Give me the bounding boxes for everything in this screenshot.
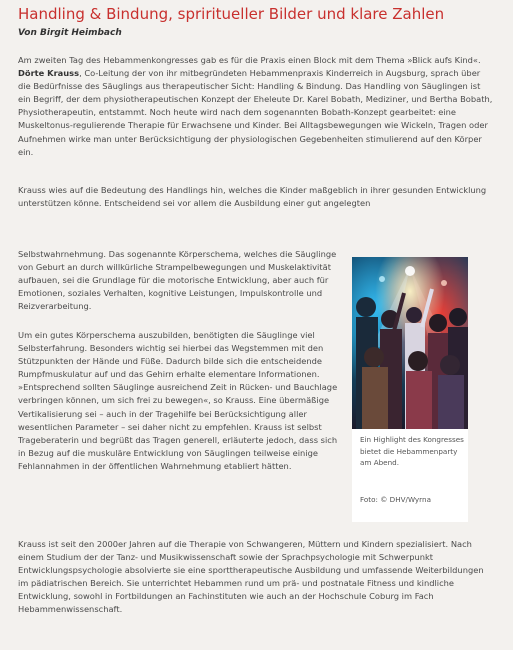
article-author: Von Birgit Heimbach bbox=[18, 28, 122, 38]
photo-credit: Foto: © DHV/Wyrna bbox=[360, 495, 431, 504]
paragraph-2: Krauss wies auf die Bedeutung des Handlings hin, welches die Kinder maßgeblich in ihrer gesunden Entwicklung unterstützen könne. Entscheidend sei vor allem die Ausbildung einer gut angelegten bbox=[18, 185, 487, 209]
paragraph-5: Krauss ist seit den 2000er Jahren auf die Therapie von Schwangeren, Müttern und Kindern spezialisiert. Nach einem Studium der der Tanz- und Musikwissenschaft sowie der Sprachpsychologie mit Schwerpunkt Entwicklungspsychologie absolvierte sie eine sporttherapeutische Ausbildung und umfassende Weiterbildungen im pädiatrischen Bereich. Sie unterrichtet Hebammen rund um prä- und postnatale Fitness und kindliche Entwicklung, sowohl in Fortbildungen an Fachinstituten wie auch an der Hochschule Coburg im Fach Hebammenwissenschaft. bbox=[18, 539, 484, 615]
photo-figure bbox=[352, 257, 468, 522]
paragraph-1 bbox=[18, 54, 494, 159]
paragraph-1-intro: Am zweiten Tag des Hebammenkongresses gab es für die Praxis einen Block mit dem Thema »Blick aufs Kind«. bbox=[18, 55, 481, 65]
photo-caption: Ein Highlight des Kongresses bietet die Hebammenparty am Abend. bbox=[360, 435, 464, 468]
article-title: Handling & Bindung, spriritueller Bilder und klare Zahlen bbox=[18, 5, 445, 23]
speaker-name: Dörte Krauss bbox=[18, 68, 80, 79]
party-photo[interactable] bbox=[352, 257, 468, 429]
paragraph-4: Um ein gutes Körperschema auszubilden, benötigten die Säuglinge viel Selbsterfahrung. Besonders wichtig sei hierbei das Wegstemmen mit den Stützpunkten der Hände und Füße. Dadurch bilde sich die entscheidende Rumpfmuskulatur auf und das Gehirn erhalte elementare Informationen. »Entsprechend sollten Säuglinge ausreichend Zeit in Rücken- und Bauchlage verbringen können, um sich frei zu bewegen«, so Krauss. Eine übermäßige Vertikalisierung sei – auch in der Tragehilfe bei Berücksichtigung aller wesentlichen Parameter – sei daher nicht zu empfehlen. Krauss ist selbst Trageberaterin und begrüßt das Tragen generell, erläuterte jedoch, dass sich in Bezug auf die muskuläre Entwicklung von Säuglingen teilweise einige Fehlannahmen in der öffentlichen Wahrnehmung etabliert hätten. bbox=[18, 330, 338, 471]
paragraph-1-rest: , Co-Leitung der von ihr mitbegründeten Hebammenpraxis Kinderreich in Augsburg, sprach über die Bedürfnisse des Säuglings aus therapeutischer Sicht: Handling & Bindung. Das Handling von Säuglingen ist ein Begriff, der dem physiotherapeutischen Konzept der Eheleute Dr. Karel Bobath, Mediziner, und Bertha Bobath, Physiotherapeutin, entstammt. Noch heute wird nach dem sogenannten Bobath-Konzept gearbeitet: eine Muskeltonus-regulierende Therapie für Erwachsene und Kinder. Bei Alltagsbewegungen wie Wickeln, Tragen oder Aufnehmen wirke man unter Berücksichtigung der physiologischen Gegebenheiten stimulierend auf den Körper ein. bbox=[18, 68, 493, 157]
paragraph-3: Selbstwahrnehmung. Das sogenannte Körperschema, welches die Säuglinge von Geburt an durch willkürliche Strampelbewegungen und Muskelaktivität aufbauen, sei die Grundlage für die motorische Entwicklung, aber auch für Emotionen, soziales Verhalten, kognitive Leistungen, Impulskontrolle und Reizverarbeitung. bbox=[18, 249, 337, 312]
